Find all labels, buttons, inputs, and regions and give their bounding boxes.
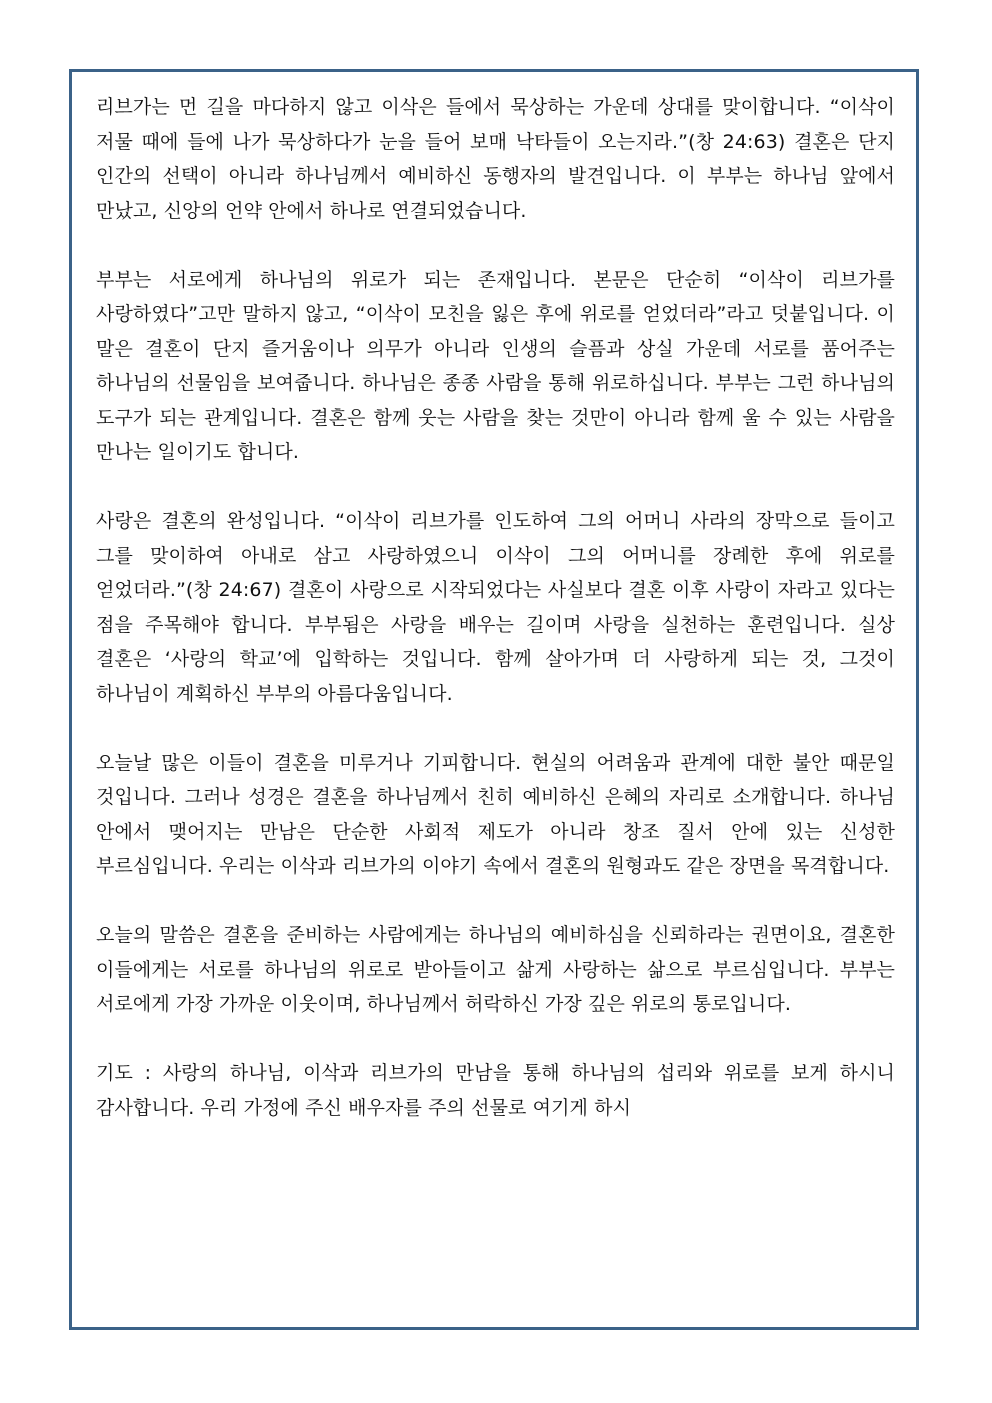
paragraph-rebekah-meets-isaac: 리브가는 먼 길을 마다하지 않고 이삭은 들에서 묵상하는 가운데 상대를 맞이합니다. “이삭이 저물 때에 들에 나가 묵상하다가 눈을 들어 보매 낙타들이 오는지라.”(창 24:63) 결혼은 단지 인간의 선택이 아니라 하나님께서 예비하신 동행자의 발견입니다. 이 부부는 하나님 앞에서 만났고, 신앙의 언약 안에서 하나로 연결되었습니다. xyxy=(96,96,895,222)
page-frame xyxy=(69,69,919,1330)
paragraph-marriage-today: 오늘날 많은 이들이 결혼을 미루거나 기피합니다. 현실의 어려움과 관계에 대한 불안 때문일 것입니다. 그러나 성경은 결혼을 하나님께서 친히 예비하신 은혜의 자리로 소개합니다. 하나님 안에서 맺어지는 만남은 단순한 사회적 제도가 아니라 창조 질서 안에 있는 신성한 부르심입니다. 우리는 이삭과 리브가의 이야기 속에서 결혼의 원형과도 같은 장면을 목격합니다. xyxy=(96,751,895,877)
paragraph-spouses-comfort: 부부는 서로에게 하나님의 위로가 되는 존재입니다. 본문은 단순히 “이삭이 리브가를 사랑하였다”고만 말하지 않고, “이삭이 모친을 잃은 후에 위로를 얻었더라”라고 덧붙입니다. 이 말은 결혼이 단지 즐거움이나 의무가 아니라 인생의 슬픔과 상실 가운데 서로를 품어주는 하나님의 선물임을 보여줍니다. 하나님은 종종 사람을 통해 위로하십니다. 부부는 그런 하나님의 도구가 되는 관계입니다. 결혼은 함께 웃는 사람을 찾는 것만이 아니라 함께 울 수 있는 사람을 만나는 일이기도 합니다. xyxy=(96,268,895,463)
paragraph-todays-word: 오늘의 말씀은 결혼을 준비하는 사람에게는 하나님의 예비하심을 신뢰하라는 권면이요, 결혼한 이들에게는 서로를 하나님의 위로로 받아들이고 삶게 사랑하는 삶으로 부르심입니다. 부부는 서로에게 가장 가까운 이웃이며, 하나님께서 허락하신 가장 깊은 위로의 통로입니다. xyxy=(96,924,895,1015)
paragraph-love-completes-marriage: 사랑은 결혼의 완성입니다. “이삭이 리브가를 인도하여 그의 어머니 사라의 장막으로 들이고 그를 맞이하여 아내로 삼고 사랑하였으니 이삭이 그의 어머니를 장례한 후에 위로를 얻었더라.”(창 24:67) 결혼이 사랑으로 시작되었다는 사실보다 결혼 이후 사랑이 자라고 있다는 점을 주목해야 합니다. 부부됨은 사랑을 배우는 길이며 사랑을 실천하는 훈련입니다. 실상 결혼은 ‘사랑의 학교’에 입학하는 것입니다. 함께 살아가며 더 사랑하게 되는 것, 그것이 하나님이 계획하신 부부의 아름다움입니다. xyxy=(96,510,895,705)
paragraph-prayer: 기도 : 사랑의 하나님, 이삭과 리브가의 만남을 통해 하나님의 섭리와 위로를 보게 하시니 감사합니다. 우리 가정에 주신 배우자를 주의 선물로 여기게 하시 xyxy=(96,1062,895,1119)
document-body xyxy=(96,90,895,1125)
